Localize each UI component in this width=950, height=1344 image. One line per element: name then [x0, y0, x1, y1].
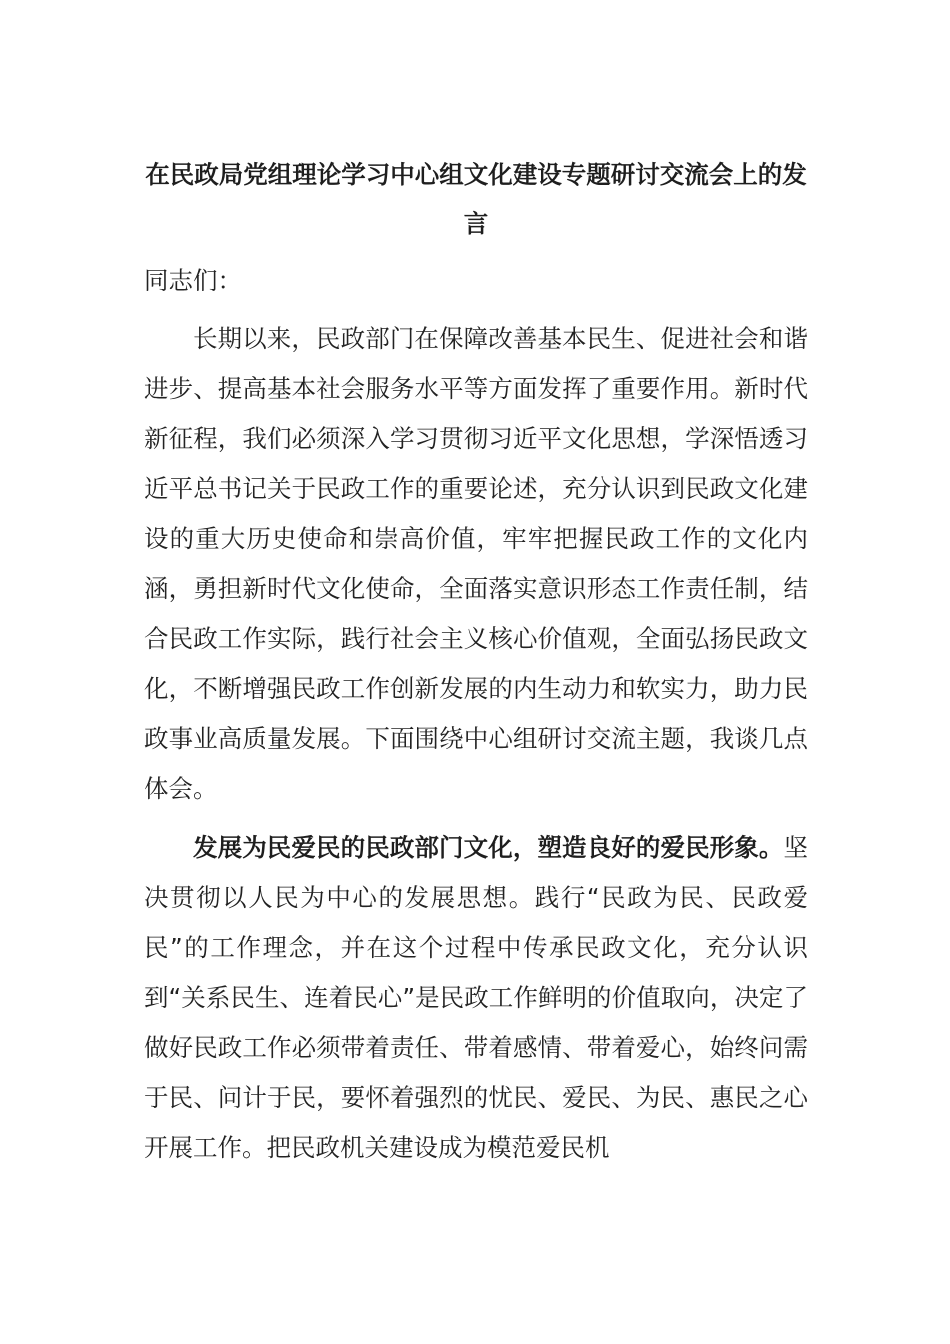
paragraph-section-1: [144, 823, 808, 1173]
document-body: [144, 150, 808, 1173]
greeting: 同志们：: [144, 266, 242, 295]
paragraph-lead-heading: 发展为民爱民的民政部门文化，塑造良好的爱民形象。: [193, 833, 784, 862]
paragraph-text: 长期以来，民政部门在保障改善基本民生、促进社会和谐进步、提高基本社会服务水平等方面发挥了重要作用。新时代新征程，我们必须深入学习贯彻习近平文化思想，学深悟透习近平总书记关于民政工作的重要论述，充分认识到民政文化建设的重大历史使命和崇高价值，牢牢把握民政工作的文化内涵，勇担新时代文化使命，全面落实意识形态工作责任制，结合民政工作实际，践行社会主义核心价值观，全面弘扬民政文化，不断增强民政工作创新发展的内生动力和软实力，助力民政事业高质量发展。下面围绕中心组研讨交流主题，我谈几点体会。: [144, 324, 808, 803]
paragraph-intro: [144, 314, 808, 814]
paragraph-text: 坚决贯彻以人民为中心的发展思想。践行“民政为民、民政爱民”的工作理念，并在这个过程中传承民政文化，充分认识到“关系民生、连着民心”是民政工作鲜明的价值取向，决定了做好民政工作必须带着责任、带着感情、带着爱心，始终问需于民、问计于民，要怀着强烈的忧民、爱民、为民、惠民之心开展工作。把民政机关建设成为模范爱民机: [144, 833, 808, 1162]
document-title: 在民政局党组理论学习中心组文化建设专题研讨交流会上的发言: [145, 160, 807, 238]
